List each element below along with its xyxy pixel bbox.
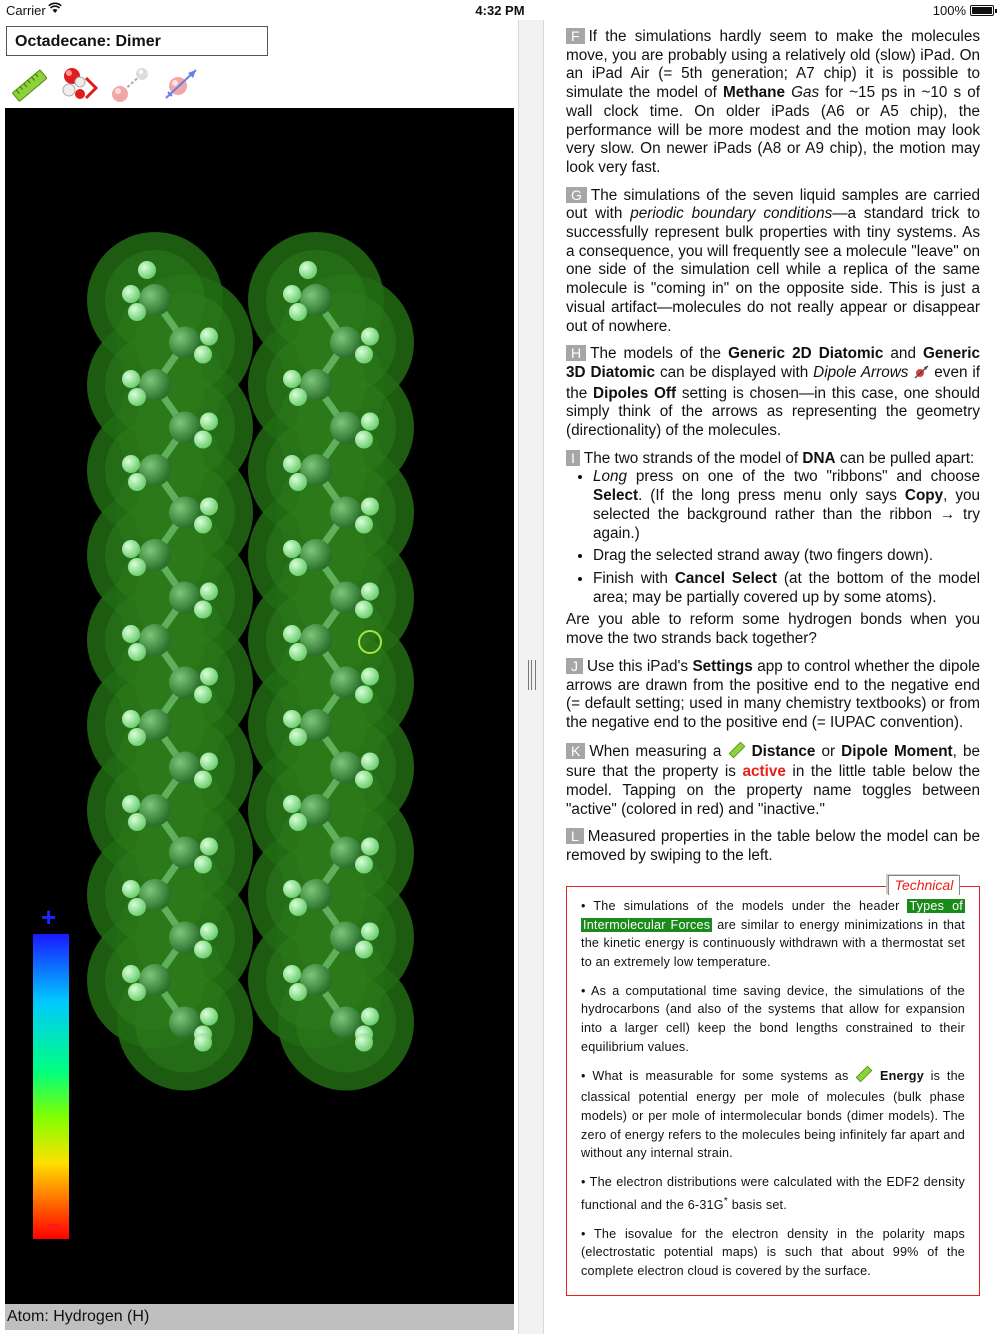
hydrogen-atom bbox=[361, 668, 379, 686]
hydrogen-atom bbox=[200, 923, 218, 941]
hydrogen-atom bbox=[122, 540, 140, 558]
hydrogen-atom bbox=[194, 941, 212, 959]
atom-status-bar: Atom: Hydrogen (H) bbox=[5, 1304, 514, 1330]
hydrogen-atom bbox=[289, 643, 307, 661]
hydrogen-atom bbox=[289, 558, 307, 576]
hydrogen-atom bbox=[200, 753, 218, 771]
dipole-arrow-icon[interactable] bbox=[158, 64, 202, 104]
technical-note: • The simulations of the models under the header Types of Intermolecular Forces are similar to energy minimizations in that the kinetic energy is continuously withdrawn with a thermostat set to an extremely low temperature. bbox=[581, 898, 966, 969]
note-letter: I bbox=[566, 450, 580, 466]
technical-note: • The isovalue for the electron density in the polarity maps (electrostatic potential maps) is such that about 99% of the complete electron cloud is covered by the surface. bbox=[581, 1226, 965, 1278]
hydrogen-atom bbox=[200, 583, 218, 601]
hydrogen-atom bbox=[194, 601, 212, 619]
ruler-icon bbox=[728, 742, 746, 764]
note-letter: K bbox=[566, 743, 585, 759]
note-K: K When measuring a Distance or Dipole Moment, be sure that the property is active in the little table below the model. Tapping on the property name toggles between "active" (colored in red) and "inactive." bbox=[566, 742, 981, 818]
hydrogen-atom bbox=[355, 601, 373, 619]
technical-note: • As a computational time saving device, the simulations of the hydrocarbons (and also of the systems that allow for expansion into a larger cell) keep the bond lengths constrained to their equilibrium values. bbox=[581, 983, 965, 1054]
hydrogen-atom bbox=[283, 795, 301, 813]
potential-color-scale bbox=[33, 934, 69, 1239]
status-bar bbox=[0, 0, 1000, 20]
hydrogen-atom bbox=[289, 388, 307, 406]
link-types-of-forces[interactable]: Types of bbox=[909, 898, 963, 913]
hydrogen-atom bbox=[355, 431, 373, 449]
hydrogen-atom bbox=[128, 898, 146, 916]
hydrogen-atom bbox=[283, 625, 301, 643]
hydrogen-atom bbox=[128, 558, 146, 576]
battery-percent: 100% bbox=[932, 3, 966, 18]
hydrogen-atom bbox=[289, 473, 307, 491]
hydrogen-atom bbox=[283, 880, 301, 898]
model-toolbar bbox=[6, 62, 206, 106]
hydrogen-atom bbox=[283, 965, 301, 983]
molecule-viewer[interactable] bbox=[5, 108, 514, 1304]
note-letter: J bbox=[566, 658, 583, 674]
hydrogen-atom bbox=[128, 303, 146, 321]
hydrogen-atom bbox=[122, 285, 140, 303]
hydrogen-atom bbox=[194, 1034, 212, 1052]
hydrogen-atom bbox=[194, 856, 212, 874]
hydrogen-atom bbox=[289, 983, 307, 1001]
note-letter: H bbox=[566, 345, 586, 361]
note-I-steps bbox=[566, 468, 980, 607]
note-L: L Measured properties in the table below the model can be removed by swiping to the left. bbox=[566, 828, 980, 865]
hydrogen-atom bbox=[122, 880, 140, 898]
note-J: J Use this iPad's Settings app to control whether the dipole arrows are drawn from the positive end to the negative end (= default setting; used in many chemistry textbooks) or from the negative end to the positive end (= IUPAC convention). bbox=[566, 657, 980, 731]
hydrogen-atom bbox=[355, 1034, 373, 1052]
ruler-icon bbox=[855, 1066, 873, 1088]
divider-grip-icon[interactable] bbox=[528, 660, 536, 690]
hydrogen-atom bbox=[122, 795, 140, 813]
legend-positive-label: + bbox=[41, 902, 57, 932]
hydrogen-atom bbox=[361, 413, 379, 431]
hydrogen-atom bbox=[283, 370, 301, 388]
hydrogen-atom bbox=[355, 346, 373, 364]
hydrogen-atom bbox=[128, 473, 146, 491]
hydrogen-atom bbox=[128, 643, 146, 661]
hydrogen-atom bbox=[355, 856, 373, 874]
hydrogen-atom bbox=[194, 686, 212, 704]
technical-tab[interactable]: Technical bbox=[888, 875, 960, 895]
carrier-label: Carrier bbox=[6, 3, 46, 18]
hydrogen-atom bbox=[194, 516, 212, 534]
clock: 4:32 PM bbox=[475, 3, 525, 18]
hydrogen-atom bbox=[283, 455, 301, 473]
model-pane bbox=[0, 20, 518, 1334]
hydrogen-atom bbox=[194, 771, 212, 789]
hydrogen-atom bbox=[194, 431, 212, 449]
note-F: F If the simulations hardly seem to make the molecules move, you are probably using a relatively old (slow) iPad. On an iPad Air (= 5th generation; A7 chip) it is possible to simulate the model of Methane Gas for ~15 ps in ~10 s of wall clock time. On older iPads (A6 or A5 chip), the performance will be more modest and the motion may look very slow. On newer iPads (A8 or A9 chip), the motion may look very fast. bbox=[566, 28, 980, 176]
hydrogen-atom bbox=[200, 328, 218, 346]
hydrogen-atom bbox=[361, 753, 379, 771]
list-item: • Long press on one of the two "ribbons" and choose Select. (If the long press menu only says Copy, you selected the background rather than the ribbon → try again.) bbox=[593, 468, 980, 543]
technical-notes-box bbox=[566, 886, 980, 1296]
note-letter: L bbox=[566, 828, 584, 844]
hydrogen-atom bbox=[361, 923, 379, 941]
hydrogen-atom bbox=[289, 303, 307, 321]
hydrogen-atom bbox=[361, 328, 379, 346]
hydrogen-atom bbox=[361, 1008, 379, 1026]
hydrogen-atom bbox=[122, 455, 140, 473]
hydrogen-atom bbox=[200, 1008, 218, 1026]
hydrogen-atom bbox=[128, 813, 146, 831]
note-G: G The simulations of the seven liquid samples are carried out with periodic boundary conditions—a standard trick to successfully represent bulk properties with tiny systems. As a consequence, you will frequently see a molecule "leave" on one side of the simulation cell while a replica of the same molecule is "coming in" on the opposite side. This is just a visual artifact—molecules do not really appear or disappear out of nowhere. bbox=[566, 186, 980, 335]
hydrogen-atom bbox=[200, 498, 218, 516]
split-view-divider[interactable] bbox=[518, 20, 544, 1334]
notes-document bbox=[566, 28, 980, 1296]
hydrogen-atom bbox=[289, 728, 307, 746]
hydrogen-atom bbox=[355, 771, 373, 789]
list-item: • Finish with Cancel Select (at the bottom of the model area; may be partially covered up by some atoms). bbox=[593, 570, 980, 607]
hydrogen-atom bbox=[122, 370, 140, 388]
ruler-icon[interactable] bbox=[8, 64, 52, 104]
hydrogen-atom bbox=[138, 261, 156, 279]
hydrogen-atom bbox=[355, 941, 373, 959]
hydrogen-atom bbox=[194, 346, 212, 364]
note-H: H The models of the Generic 2D Diatomic and Generic 3D Diatomic can be displayed with Dipole Arrows even if the Dipoles Off setting is chosen—in this case, one should simply think of the arrows as representing the geometry (directionality) of the molecules. bbox=[566, 345, 981, 440]
model-title[interactable]: Octadecane: Dimer bbox=[6, 26, 268, 56]
link-intermolecular-forces[interactable]: Intermolecular Forces bbox=[583, 917, 711, 932]
hydrogen-atom bbox=[200, 668, 218, 686]
diatomic-icon[interactable] bbox=[108, 64, 152, 104]
hydrogen-atom bbox=[283, 285, 301, 303]
hydrogen-atom bbox=[289, 898, 307, 916]
water-molecule-icon[interactable] bbox=[58, 64, 102, 104]
hydrogen-atom bbox=[283, 710, 301, 728]
hydrogen-atom bbox=[361, 498, 379, 516]
hydrogen-atom bbox=[361, 583, 379, 601]
hydrogen-atom bbox=[128, 983, 146, 1001]
hydrogen-atom bbox=[283, 540, 301, 558]
octadecane-dimer-render[interactable] bbox=[5, 108, 514, 1304]
technical-note: • What is measurable for some systems as Energy is the classical potential energy per mole of molecules (bulk phase models) or per mole of intermolecular bonds (dimer models). The zero of energy refers to the molecules being infinitely far apart and without any internal strain. bbox=[581, 1066, 965, 1163]
battery-icon bbox=[970, 5, 994, 16]
hydrogen-atom bbox=[355, 686, 373, 704]
hydrogen-atom bbox=[128, 728, 146, 746]
hydrogen-atom bbox=[122, 710, 140, 728]
hydrogen-atom bbox=[361, 838, 379, 856]
dipole-arrow-icon bbox=[913, 365, 929, 385]
hydrogen-atom bbox=[200, 413, 218, 431]
hydrogen-atom bbox=[299, 261, 317, 279]
note-I-question: Are you able to reform some hydrogen bonds when you move the two strands back together? bbox=[566, 611, 980, 648]
active-keyword: active bbox=[742, 763, 786, 781]
legend-negative-mark bbox=[47, 1224, 61, 1229]
hydrogen-atom bbox=[122, 625, 140, 643]
technical-note: • The electron distributions were calculated with the EDF2 density functional and the 6-31G* basis set. bbox=[581, 1174, 965, 1212]
hydrogen-atom bbox=[128, 388, 146, 406]
hydrogen-atom bbox=[355, 516, 373, 534]
hydrogen-atom bbox=[122, 965, 140, 983]
hydrogen-atom bbox=[200, 838, 218, 856]
notes-pane[interactable] bbox=[544, 20, 1000, 1334]
note-letter: G bbox=[566, 187, 587, 203]
note-I: I The two strands of the model of DNA can be pulled apart: bbox=[566, 450, 980, 469]
list-item: • Drag the selected strand away (two fingers down). bbox=[593, 547, 980, 566]
note-letter: F bbox=[566, 28, 585, 44]
hydrogen-atom bbox=[289, 813, 307, 831]
